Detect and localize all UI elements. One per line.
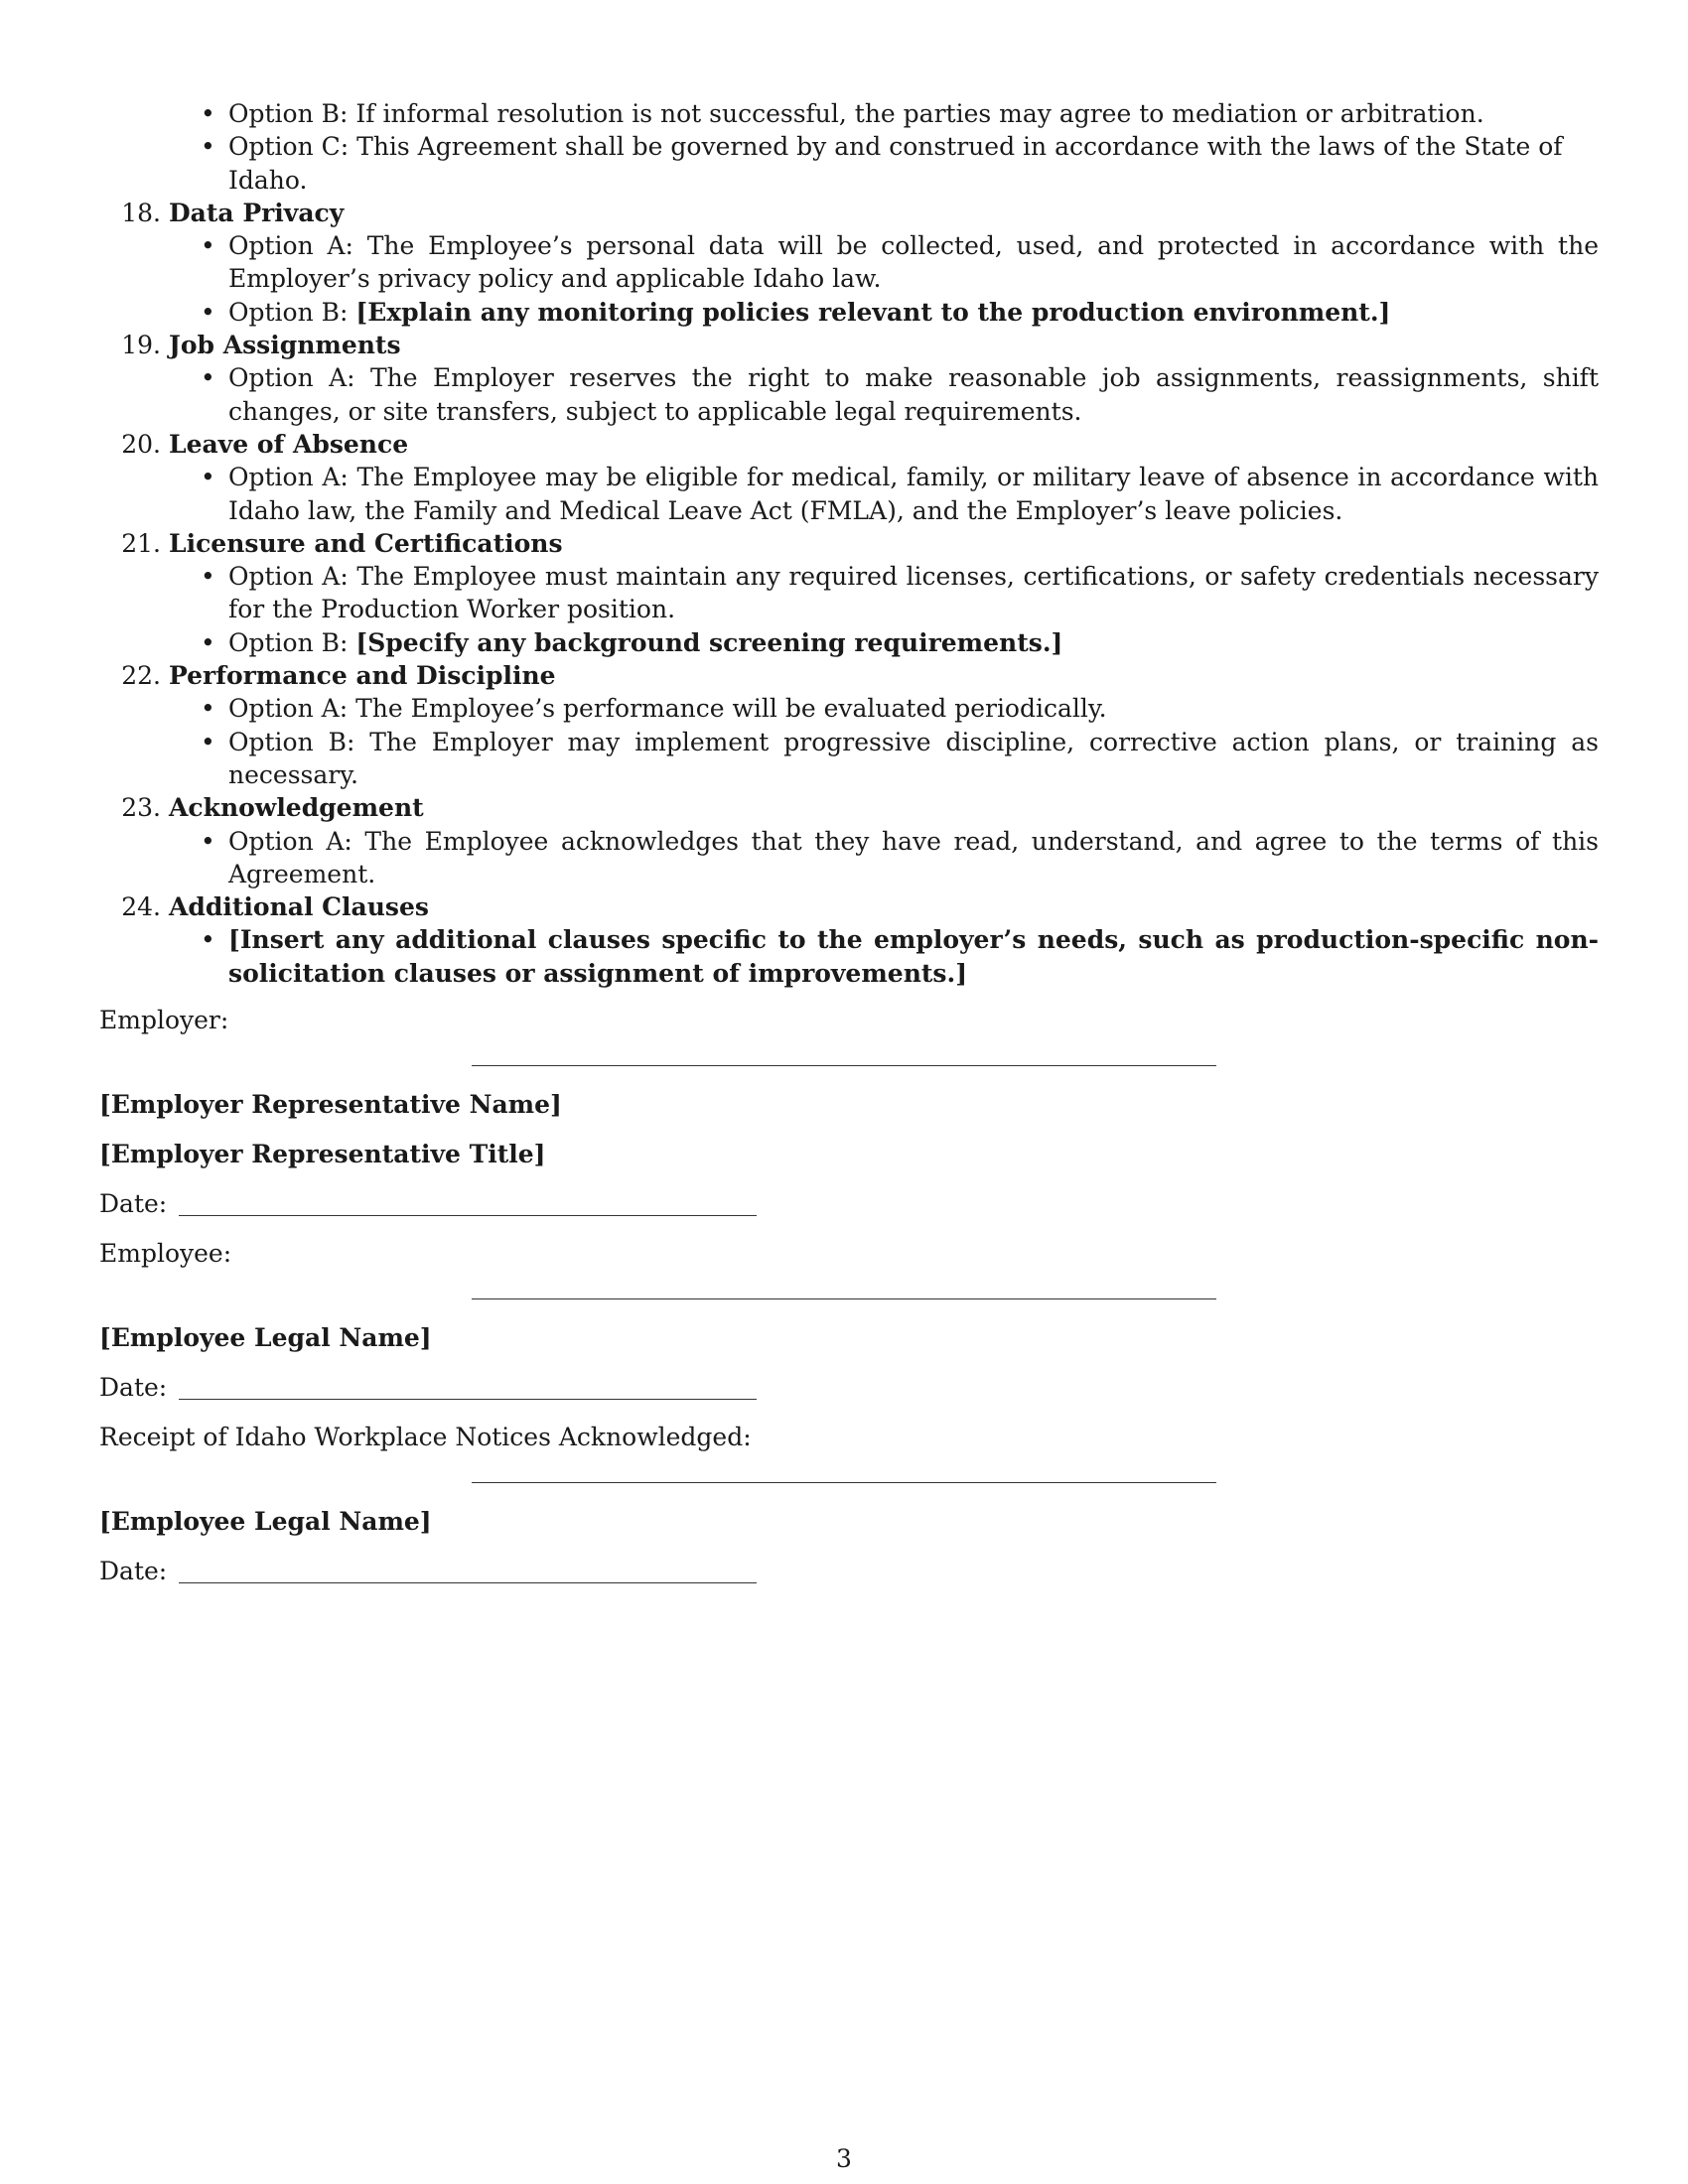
date-label: Date: bbox=[99, 1557, 168, 1586]
notices-label: Receipt of Idaho Workplace Notices Acknowledged: bbox=[99, 1423, 752, 1452]
signature-block bbox=[99, 1004, 1599, 1604]
option-text: The Employee’s performance will be evaluated periodically. bbox=[355, 694, 1107, 724]
section-item bbox=[99, 527, 1599, 659]
employee-label: Employee: bbox=[99, 1239, 232, 1269]
section-title: Leave of Absence bbox=[169, 429, 409, 459]
list-item: • Option C: This Agreement shall be governed by and construed in accordance with the laws of the State of Idaho. bbox=[99, 130, 1599, 197]
section-options-list bbox=[99, 692, 1599, 791]
option-prefix: Option A: bbox=[228, 826, 365, 856]
section-item bbox=[99, 428, 1599, 527]
section-options-list bbox=[99, 461, 1599, 527]
section-title: Additional Clauses bbox=[169, 892, 429, 922]
section-title: Acknowledgement bbox=[169, 793, 424, 823]
section-heading bbox=[99, 527, 1599, 560]
employee-date-row bbox=[99, 1371, 1599, 1421]
section-item bbox=[99, 791, 1599, 890]
notices-date-line[interactable] bbox=[179, 1555, 757, 1583]
option-prefix: Option A: bbox=[228, 463, 357, 492]
employer-date-line[interactable] bbox=[179, 1187, 757, 1216]
section-title: Performance and Discipline bbox=[169, 661, 556, 691]
option-text: The Employee’s personal data will be collected, used, and protected in accordance with the Employer’s privacy policy and applicable Idaho law. bbox=[228, 231, 1599, 294]
section-options-list bbox=[99, 560, 1599, 659]
section-item bbox=[99, 890, 1599, 990]
employer-rep-title: [Employer Representative Title] bbox=[99, 1140, 546, 1169]
section-heading bbox=[99, 197, 1599, 229]
section-heading bbox=[99, 791, 1599, 824]
option-placeholder-text: [Explain any monitoring policies relevant to the production environment.] bbox=[355, 297, 1391, 327]
option-prefix: Option A: bbox=[228, 694, 356, 724]
option-prefix: Option A: bbox=[228, 231, 367, 261]
option-prefix: Option A: bbox=[228, 562, 357, 592]
section-options-list bbox=[99, 361, 1599, 428]
option-text: The Employee acknowledges that they have read, understand, and agree to the terms of this Agreement. bbox=[228, 826, 1599, 888]
list-item bbox=[99, 461, 1599, 527]
list-item bbox=[99, 296, 1599, 329]
list-item bbox=[99, 692, 1599, 725]
option-prefix: Option A: bbox=[228, 363, 370, 393]
employer-rep-name: [Employer Representative Name] bbox=[99, 1090, 562, 1120]
option-prefix: Option B: bbox=[228, 297, 356, 327]
section-heading bbox=[99, 659, 1599, 692]
section-heading bbox=[99, 428, 1599, 461]
notices-employee-name: [Employee Legal Name] bbox=[99, 1507, 432, 1537]
option-prefix: Option B: bbox=[228, 627, 356, 657]
section-number: 22. bbox=[121, 661, 161, 691]
section-options-list bbox=[99, 923, 1599, 990]
employee-signature-line[interactable] bbox=[472, 1297, 1216, 1299]
section-options-list bbox=[99, 825, 1599, 891]
option-placeholder-text: [Insert any additional clauses specific to the employer’s needs, such as production-specific non-solicitation clauses or assignment of improvements.] bbox=[228, 925, 1599, 988]
employer-date-row bbox=[99, 1187, 1599, 1237]
option-text: The Employee must maintain any required licenses, certifications, or safety credentials necessary for the Production Worker position. bbox=[228, 562, 1599, 624]
section-item bbox=[99, 197, 1599, 329]
option-text: The Employer reserves the right to make reasonable job assignments, reassignments, shift changes, or site transfers, subject to applicable legal requirements. bbox=[228, 363, 1599, 426]
document-page bbox=[99, 97, 1599, 1604]
section-number: 24. bbox=[121, 892, 161, 922]
section-number: 18. bbox=[121, 198, 161, 227]
date-label: Date: bbox=[99, 1189, 168, 1219]
employee-legal-name: [Employee Legal Name] bbox=[99, 1323, 432, 1353]
section-title: Data Privacy bbox=[169, 198, 345, 227]
list-item bbox=[99, 361, 1599, 428]
section-title: Licensure and Certifications bbox=[169, 528, 563, 558]
list-item bbox=[99, 229, 1599, 296]
employer-label: Employer: bbox=[99, 1006, 229, 1035]
list-item bbox=[99, 825, 1599, 891]
option-prefix: Option B: bbox=[228, 727, 370, 756]
section-title: Job Assignments bbox=[169, 331, 401, 360]
employee-date-line[interactable] bbox=[179, 1371, 757, 1400]
page-number: 3 bbox=[836, 2144, 852, 2173]
option-text: The Employee may be eligible for medical, family, or military leave of absence in accordance with Idaho law, the Family and Medical Leave Act (FMLA), and the Employer’s leave policies. bbox=[228, 463, 1599, 525]
list-item bbox=[99, 923, 1599, 990]
section-item bbox=[99, 329, 1599, 428]
list-item bbox=[99, 726, 1599, 792]
option-placeholder-text: [Specify any background screening requirements.] bbox=[355, 627, 1063, 657]
section-item bbox=[99, 659, 1599, 791]
section-number: 19. bbox=[121, 331, 161, 360]
section-heading bbox=[99, 329, 1599, 361]
notices-date-row bbox=[99, 1555, 1599, 1604]
date-label: Date: bbox=[99, 1373, 168, 1403]
section-number: 21. bbox=[121, 528, 161, 558]
employer-signature-line[interactable] bbox=[472, 1064, 1216, 1066]
list-item bbox=[99, 560, 1599, 626]
option-text: The Employer may implement progressive discipline, corrective action plans, or training as necessary. bbox=[228, 727, 1599, 789]
notices-signature-line[interactable] bbox=[472, 1481, 1216, 1483]
section-options-list bbox=[99, 229, 1599, 329]
section-number: 23. bbox=[121, 793, 161, 823]
numbered-sections-list bbox=[99, 197, 1599, 990]
continued-options-list bbox=[99, 97, 1599, 197]
list-item: • Option B: If informal resolution is not successful, the parties may agree to mediation or arbitration. bbox=[99, 97, 1599, 130]
section-heading bbox=[99, 890, 1599, 923]
list-item bbox=[99, 626, 1599, 659]
section-number: 20. bbox=[121, 429, 161, 459]
